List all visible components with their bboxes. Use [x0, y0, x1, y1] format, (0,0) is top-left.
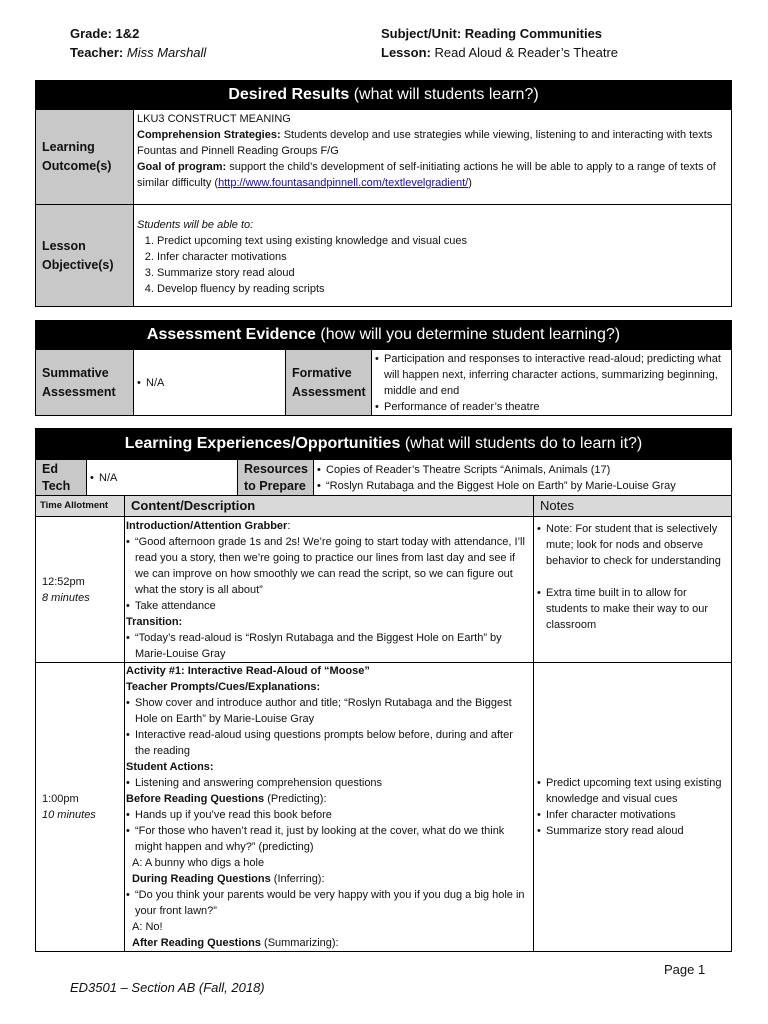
- resource-item: • “Roslyn Rutabaga and the Biggest Hole on Earth” by Marie-Louise Gray: [317, 478, 728, 494]
- before-item: • Hands up if you’ve read this book before: [126, 807, 530, 823]
- col-notes-header: Notes: [534, 496, 732, 517]
- intro-heading: Introduction/Attention Grabber: [126, 520, 288, 532]
- grade-label: Grade:: [70, 26, 112, 41]
- row1-content: Introduction/Attention Grabber: • “Good afternoon grade 1s and 2s! We’re going to start today with attendance, I’ll read you a story, then we’re going to practice our lines from last day and see if we can improve on how smoothly we can read the script, so we can figure out what the story is all about” • Take attendance Transition: • “Today’s read-aloud is “Roslyn Rutabaga and the Biggest Hole on Earth” by Marie-Louise Gray: [125, 517, 534, 663]
- comp-strategies: Comprehension Strategies: Students develop and use strategies while viewing, listening to and interacting with texts: [137, 129, 713, 141]
- learning-title: Learning Experiences/Opportunities (what will students do to learn it?): [36, 429, 732, 460]
- objective-item: 1. Predict upcoming text using existing knowledge and visual cues: [157, 233, 728, 249]
- lesson-label: Lesson:: [381, 45, 431, 60]
- student-item: • Listening and answering comprehension questions: [126, 775, 530, 791]
- formative-item: • Performance of reader’s theatre: [375, 399, 728, 415]
- goal-text: Goal of program: support the child’s development of self-initiating actions he will be able to apply to a range of texts of similar difficulty (http://www.fountasandpinnell.com/textlevelgradient/): [137, 161, 716, 189]
- note-item: • Extra time built in to allow for students to make their way to our classroom: [537, 585, 728, 633]
- objective-item: 4. Develop fluency by reading scripts: [157, 281, 728, 297]
- resources-content: [314, 460, 732, 496]
- row2-time: 1:00pm: [42, 793, 79, 805]
- note-item: • Note: For student that is selectively mute; look for nods and observe behavior to check for understanding: [537, 521, 728, 569]
- col-time-header: Time Allotment: [36, 496, 125, 517]
- lesson-objective-label: Lesson Objective(s): [36, 205, 134, 307]
- resources-label: Resources to Prepare: [238, 460, 314, 496]
- during-heading: During Reading Questions (Inferring):: [132, 873, 325, 885]
- objective-item: 2. Infer character motivations: [157, 249, 728, 265]
- note-item: • Infer character motivations: [537, 807, 728, 823]
- grade-value: 1&2: [115, 26, 140, 41]
- note-item: • Predict upcoming text using existing knowledge and visual cues: [537, 775, 728, 807]
- row1-time: 12:52pm: [42, 575, 85, 588]
- desired-results-table: [35, 80, 732, 307]
- col-content-header: Content/Description: [125, 496, 534, 517]
- row2-content: [125, 663, 534, 952]
- summative-label: Summative Assessment: [36, 350, 134, 416]
- prompt-item: • Show cover and introduce author and title; “Roslyn Rutabaga and the Biggest Hole on Earth” by Marie-Louise Gray: [126, 695, 530, 727]
- note-item: • Summarize story read aloud: [537, 823, 728, 839]
- teacher-label: Teacher:: [70, 45, 124, 60]
- course-footer: ED3501 – Section AB (Fall, 2018): [70, 980, 265, 995]
- intro-item: • Take attendance: [126, 598, 530, 614]
- before-answer: A: A bunny who digs a hole: [132, 857, 265, 869]
- learning-table: [35, 428, 732, 952]
- learning-outcome-label: Learning Outcome(s): [36, 110, 134, 205]
- student-heading: Student Actions:: [126, 761, 214, 773]
- header-left: [70, 24, 206, 62]
- lku-text: LKU3 CONSTRUCT MEANING: [137, 113, 291, 125]
- subject-value: Reading Communities: [464, 26, 603, 41]
- fountas-link[interactable]: http://www.fountasandpinnell.com/textlevelgradient/: [218, 177, 469, 189]
- transition-item: • “Today’s read-aloud is “Roslyn Rutabaga and the Biggest Hole on Earth” by Marie-Louise Gray: [126, 630, 530, 662]
- teacher-value: Miss Marshall: [126, 45, 207, 60]
- lesson-value: Read Aloud & Reader’s Theatre: [434, 45, 619, 60]
- row2-duration: 10 minutes: [42, 809, 96, 821]
- formative-content: [372, 350, 732, 416]
- desired-results-title: Desired Results (what will students learn?): [36, 81, 732, 110]
- objective-item: 3. Summarize story read aloud: [157, 265, 728, 281]
- row1-duration: 8 minutes: [42, 591, 90, 604]
- edtech-label: Ed Tech: [36, 460, 87, 496]
- header-right: [381, 24, 618, 62]
- activity-heading: Activity #1: Interactive Read-Aloud of “Moose”: [126, 665, 370, 677]
- objective-list: [137, 233, 728, 297]
- assessment-title: Assessment Evidence (how will you determine student learning?): [36, 321, 732, 350]
- during-answer: A: No!: [132, 921, 163, 933]
- resource-item: • Copies of Reader’s Theatre Scripts “Animals, Animals (17): [317, 462, 728, 478]
- before-item: • “For those who haven’t read it, just by looking at the cover, what do we think might happen and why?” (predicting): [126, 823, 530, 855]
- edtech-value: • N/A: [87, 460, 238, 496]
- page-number: Page 1: [664, 962, 706, 977]
- transition-heading: Transition:: [126, 616, 183, 628]
- row1-time-cell: [36, 517, 125, 663]
- objective-intro: Students will be able to:: [137, 219, 254, 231]
- formative-label: Formative Assessment: [286, 350, 372, 416]
- row1-notes: [534, 517, 732, 663]
- fountas-text: Fountas and Pinnell Reading Groups F/G: [137, 145, 339, 157]
- intro-item: • “Good afternoon grade 1s and 2s! We’re going to start today with attendance, I’ll read you a story, then we’re going to practice our lines from last day and see if we can improve on how smoothly we can read the script, so we can figure out what the story is all about”: [126, 534, 530, 598]
- assessment-table: [35, 320, 732, 416]
- prompt-item: • Interactive read-aloud using questions prompts below before, during and after the reading: [126, 727, 530, 759]
- row2-time-cell: [36, 663, 125, 952]
- during-item: • “Do you think your parents would be very happy with you if you dug a big hole in your front lawn?”: [126, 887, 530, 919]
- prompts-heading: Teacher Prompts/Cues/Explanations:: [126, 681, 321, 693]
- formative-item: • Participation and responses to interactive read-aloud; predicting what will happen next, inferring character actions, summarizing beginning, middle and end: [375, 351, 728, 399]
- summative-value: • N/A: [134, 350, 286, 416]
- before-heading: Before Reading Questions (Predicting):: [126, 793, 327, 805]
- after-heading: After Reading Questions (Summarizing):: [132, 937, 339, 949]
- lesson-objective-content: [134, 205, 732, 307]
- learning-outcome-content: [134, 110, 732, 205]
- row2-notes: [534, 663, 732, 952]
- subject-label: Subject/Unit:: [381, 26, 462, 41]
